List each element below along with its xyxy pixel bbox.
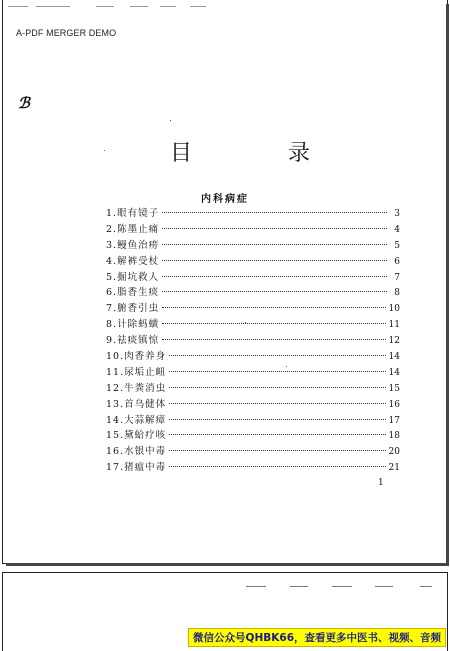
toc-entry-title: 2.陈墨止痛 <box>106 223 160 235</box>
toc-leader-dots <box>162 244 387 245</box>
toc-entry-page: 15 <box>388 383 400 394</box>
toc-entry-page: 18 <box>388 431 400 442</box>
toc-leader-dots <box>162 307 385 308</box>
header-rule <box>246 586 266 587</box>
toc-entry-title: 17.猪瘟中毒 <box>106 462 167 474</box>
toc-leader-dots <box>162 260 387 261</box>
toc-entry <box>106 427 400 443</box>
toc-entry-title: 13.首乌健体 <box>106 398 167 410</box>
toc-leader-dots <box>162 228 387 229</box>
scan-speck <box>104 150 105 151</box>
header-rule <box>160 6 176 7</box>
toc-entry-page: 7 <box>394 272 400 283</box>
page-title-right: 录 <box>288 141 311 166</box>
toc-leader-dots <box>162 339 385 340</box>
toc-entry-title: 4.解裤受杖 <box>106 255 160 267</box>
toc-entry-title: 8.计除蚂蟥 <box>106 319 160 331</box>
toc-entry-page: 16 <box>388 399 400 410</box>
toc-leader-dots <box>169 419 385 420</box>
toc-leader-dots <box>169 466 385 467</box>
toc-entry-title: 3.鳗鱼治痨 <box>106 239 160 251</box>
toc-entry <box>106 396 400 412</box>
toc-leader-dots <box>169 434 385 435</box>
toc-entry <box>106 316 400 332</box>
toc-entry-page: 21 <box>388 463 400 474</box>
toc-leader-dots <box>162 323 385 324</box>
toc-leader-dots <box>162 291 387 292</box>
toc-entry <box>106 284 400 300</box>
toc-entry-title: 14.大蒜解瘴 <box>106 414 167 426</box>
toc-leader-dots <box>169 371 385 372</box>
header-rule <box>8 6 28 7</box>
header-rule <box>375 586 393 587</box>
toc-entry <box>106 221 400 237</box>
page-title-left: 目 <box>170 141 193 166</box>
header-rule <box>36 6 70 7</box>
toc-entry-page: 20 <box>388 447 400 458</box>
toc-entry-title: 10.肉香养身 <box>106 351 167 363</box>
header-rule <box>96 6 114 7</box>
toc-entry-title: 1.眼有镜子 <box>106 208 160 219</box>
toc-leader-dots <box>169 387 385 388</box>
toc-entry <box>106 205 400 221</box>
toc-entry-page: 6 <box>394 256 400 267</box>
toc-entry-page: 3 <box>394 209 400 219</box>
toc-entry <box>106 412 400 428</box>
toc-entry <box>106 300 400 316</box>
toc-entry-page: 11 <box>388 320 400 331</box>
promo-banner: 微信公众号QHBK66，查看更多中医书、视频、音频 <box>188 628 446 647</box>
section-heading: 内科病症 <box>201 194 249 205</box>
toc-leader-dots <box>169 355 385 356</box>
header-rule <box>332 586 352 587</box>
page-shadow-bottom <box>6 563 449 566</box>
scan-speck <box>245 322 246 323</box>
toc-leader-dots <box>162 212 387 213</box>
toc-entry-page: 17 <box>388 415 400 426</box>
toc-entry-page: 12 <box>388 336 400 347</box>
toc-entry <box>106 380 400 396</box>
toc-entry-page: 14 <box>388 352 400 363</box>
toc-entry <box>106 253 400 269</box>
toc-entry <box>106 269 400 285</box>
toc-entry-title: 12.牛粪消虫 <box>106 382 167 394</box>
toc-entry-page: 5 <box>394 240 400 251</box>
toc-entry-title: 7.腑香引虫 <box>106 303 160 315</box>
toc-entry-title: 15.黛蛤疗咳 <box>106 430 167 442</box>
header-rule <box>130 6 148 7</box>
scan-mark: ℬ <box>18 94 30 112</box>
demo-watermark: A-PDF MERGER DEMO <box>16 28 117 38</box>
header-rule <box>420 586 432 587</box>
toc-leader-dots <box>162 276 387 277</box>
toc-entry-page: 10 <box>388 304 400 315</box>
toc-entry-title: 5.掘坑救人 <box>106 271 160 283</box>
page-number: 1 <box>378 478 384 488</box>
toc-entry <box>106 348 400 364</box>
toc-entry <box>106 364 400 380</box>
toc-entry-title: 16.水银中毒 <box>106 446 167 458</box>
toc-entry-title: 6.脂香生痰 <box>106 287 160 299</box>
page-shadow <box>446 4 449 565</box>
header-rule <box>290 586 308 587</box>
toc-leader-dots <box>169 450 385 451</box>
toc-entry-page: 4 <box>394 224 400 235</box>
scan-speck <box>170 120 171 121</box>
table-of-contents <box>106 205 400 475</box>
toc-entry <box>106 443 400 459</box>
toc-entry <box>106 459 400 475</box>
toc-entry-title: 11.尿垢止衄 <box>106 366 167 378</box>
header-rule <box>190 6 206 7</box>
toc-entry-page: 14 <box>388 367 400 378</box>
scan-speck <box>286 366 287 367</box>
toc-entry-page: 8 <box>394 288 400 299</box>
toc-entry <box>106 237 400 253</box>
toc-leader-dots <box>169 403 385 404</box>
toc-entry-title: 9.祛痰镇惊 <box>106 335 160 347</box>
toc-entry <box>106 332 400 348</box>
